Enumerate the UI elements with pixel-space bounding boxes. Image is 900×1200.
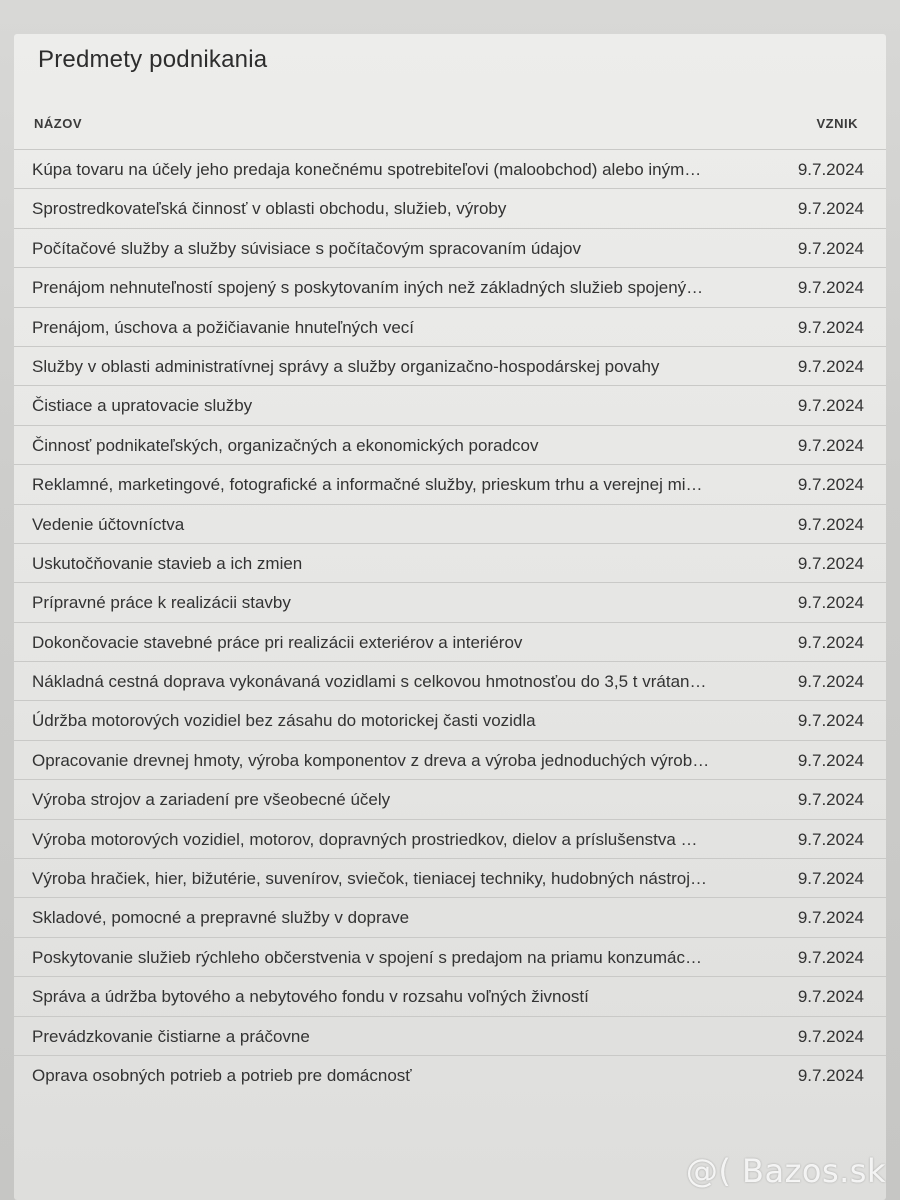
activity-date: 9.7.2024 [797,238,864,258]
table-row[interactable] [14,622,886,661]
activity-name: Poskytovanie služieb rýchleho občerstvenia v spojení s predajom na priamu konzumác… [32,947,702,967]
activity-name: Údržba motorových vozidiel bez zásahu do motorickej časti vozidla [32,711,536,731]
activity-date: 9.7.2024 [797,278,864,298]
activity-name: Činnosť podnikateľských, organizačných a ekonomických poradcov [32,435,539,455]
table-row[interactable] [14,543,886,582]
table-row[interactable] [14,937,886,976]
column-header-date: VZNIK [816,116,858,131]
activity-name: Nákladná cestná doprava vykonávaná vozidlami s celkovou hmotnosťou do 3,5 t vrátan… [32,672,707,692]
activity-name: Počítačové služby a služby súvisiace s počítačovým spracovaním údajov [32,238,581,258]
table-row[interactable] [14,425,886,464]
activities-table-body [14,149,886,1094]
column-header-name: NÁZOV [34,116,82,131]
table-row[interactable] [14,1016,886,1055]
activity-name: Kúpa tovaru na účely jeho predaja konečnému spotrebiteľovi (maloobchod) alebo iným… [32,160,702,179]
activity-name: Výroba strojov a zariadení pre všeobecné účely [32,790,391,810]
activity-date: 9.7.2024 [797,199,864,219]
activity-date: 9.7.2024 [797,553,864,573]
activity-name: Skladové, pomocné a prepravné služby v doprave [32,908,410,928]
table-row[interactable] [14,1055,886,1094]
table-row[interactable] [14,897,886,936]
table-row[interactable] [14,385,886,424]
activity-name: Vedenie účtovníctva [32,514,185,534]
business-activities-card [14,34,886,1200]
table-row[interactable] [14,307,886,346]
table-row[interactable] [14,149,886,188]
section-title: Predmety podnikania [38,46,268,73]
table-row[interactable] [14,504,886,543]
activity-name: Výroba motorových vozidiel, motorov, dopravných prostriedkov, dielov a príslušenstva … [32,829,698,849]
activity-date: 9.7.2024 [797,593,864,613]
activity-name: Služby v oblasti administratívnej správy a služby organizačno-hospodárskej povahy [32,356,660,376]
activity-date: 9.7.2024 [797,396,864,416]
table-row[interactable] [14,858,886,897]
activity-name: Výroba hračiek, hier, bižutérie, suvenírov, sviečok, tieniacej techniky, hudobných nástroj… [32,869,707,889]
activity-date: 9.7.2024 [797,672,864,692]
activity-name: Správa a údržba bytového a nebytového fondu v rozsahu voľných živností [32,987,589,1007]
activity-date: 9.7.2024 [797,790,864,810]
table-row[interactable] [14,700,886,739]
activity-date: 9.7.2024 [797,829,864,849]
activity-date: 9.7.2024 [797,356,864,376]
activity-date: 9.7.2024 [797,1026,864,1046]
activity-date: 9.7.2024 [797,987,864,1007]
table-row[interactable] [14,346,886,385]
table-row[interactable] [14,661,886,700]
activity-date: 9.7.2024 [797,1065,864,1085]
table-row[interactable] [14,740,886,779]
table-row[interactable] [14,188,886,227]
table-row[interactable] [14,976,886,1015]
activity-date: 9.7.2024 [797,750,864,770]
activity-name: Prenájom nehnuteľností spojený s poskytovaním iných než základných služieb spojený… [32,278,704,298]
table-row[interactable] [14,228,886,267]
activity-date: 9.7.2024 [797,869,864,889]
activity-name: Čistiace a upratovacie služby [32,396,253,416]
activity-name: Prevádzkovanie čistiarne a práčovne [32,1026,310,1046]
activity-name: Prenájom, úschova a požičiavanie hnuteľných vecí [32,317,415,337]
activity-date: 9.7.2024 [797,435,864,455]
activity-date: 9.7.2024 [797,632,864,652]
activity-name: Opracovanie drevnej hmoty, výroba komponentov z dreva a výroba jednoduchých výrob… [32,750,710,770]
activity-name: Prípravné práce k realizácii stavby [32,593,291,613]
activity-name: Uskutočňovanie stavieb a ich zmien [32,553,303,573]
activity-name: Oprava osobných potrieb a potrieb pre domácnosť [32,1065,412,1085]
activity-date: 9.7.2024 [797,514,864,534]
activity-date: 9.7.2024 [797,160,864,179]
table-row[interactable] [14,464,886,503]
activity-date: 9.7.2024 [797,947,864,967]
activity-date: 9.7.2024 [797,711,864,731]
table-row[interactable] [14,267,886,306]
activity-date: 9.7.2024 [797,475,864,495]
activity-name: Sprostredkovateľská činnosť v oblasti obchodu, služieb, výroby [32,199,507,219]
activity-name: Reklamné, marketingové, fotografické a informačné služby, prieskum trhu a verejnej mi… [32,475,703,495]
table-row[interactable] [14,819,886,858]
watermark: @( Bazos.sk [685,1152,886,1190]
table-row[interactable] [14,779,886,818]
table-row[interactable] [14,582,886,621]
activity-date: 9.7.2024 [797,317,864,337]
activity-name: Dokončovacie stavebné práce pri realizácii exteriérov a interiérov [32,632,523,652]
activity-date: 9.7.2024 [797,908,864,928]
